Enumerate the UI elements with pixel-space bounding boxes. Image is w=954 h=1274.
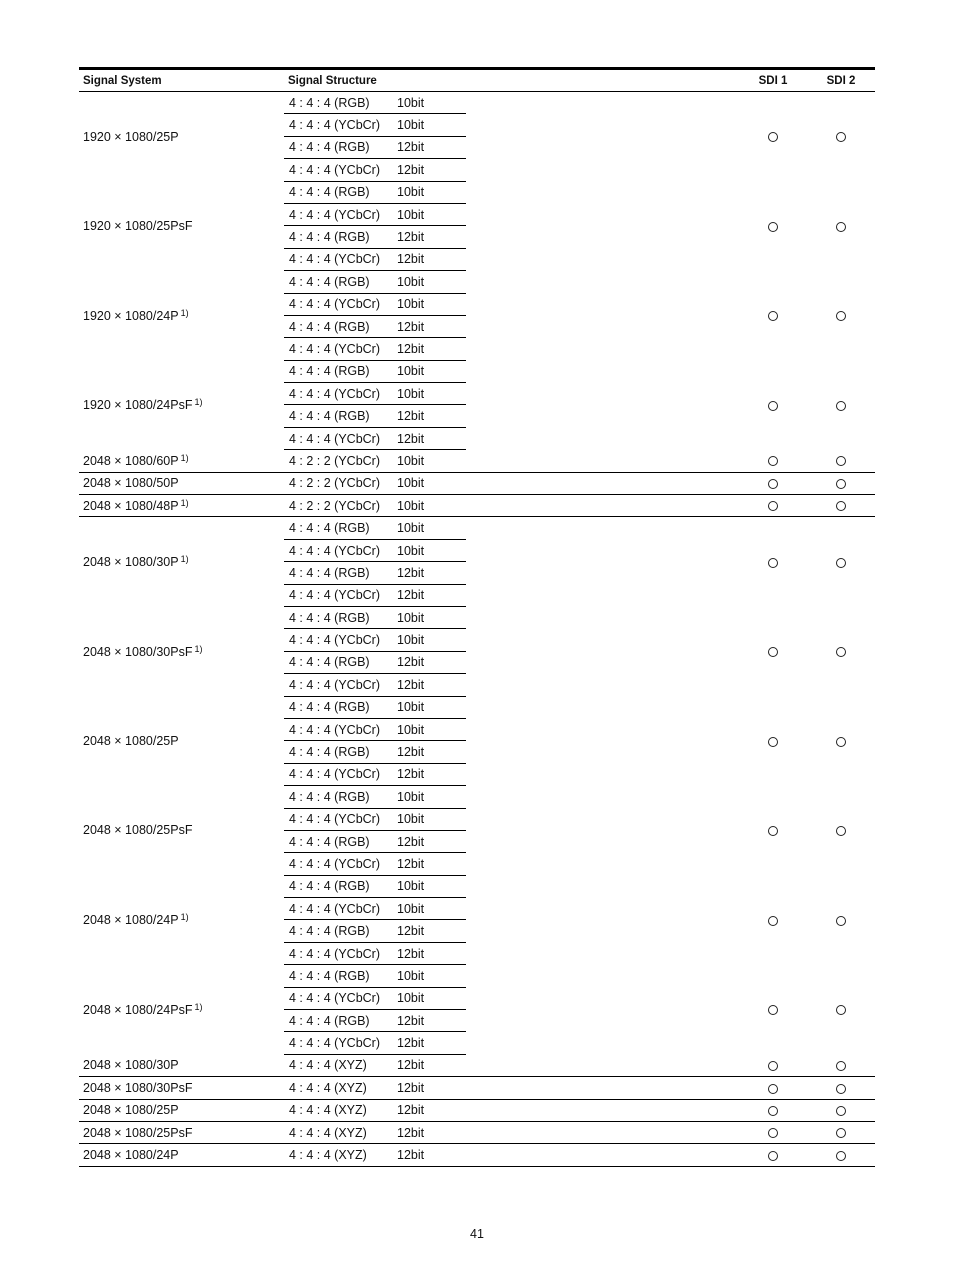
header-sdi1: SDI 1 bbox=[739, 69, 807, 92]
sampling-structure: 4 : 4 : 4 (YCbCr) bbox=[284, 942, 392, 964]
sampling-structure: 4 : 4 : 4 (YCbCr) bbox=[284, 763, 392, 785]
bit-depth: 10bit bbox=[392, 495, 466, 517]
sampling-structure: 4 : 4 : 4 (RGB) bbox=[284, 741, 392, 763]
sampling-structure: 4 : 4 : 4 (YCbCr) bbox=[284, 674, 392, 696]
signal-system-cell bbox=[79, 965, 284, 1055]
sdi2-support-cell bbox=[807, 450, 875, 472]
bit-depth: 10bit bbox=[392, 181, 466, 203]
spacer-cell bbox=[466, 875, 739, 965]
signal-system-label: 2048 × 1080/24P bbox=[83, 913, 179, 928]
signal-system-label: 2048 × 1080/25PsF bbox=[83, 823, 193, 838]
bit-depth: 10bit bbox=[392, 606, 466, 628]
table-row bbox=[79, 450, 875, 472]
spacer-cell bbox=[466, 1054, 739, 1076]
sdi1-support-cell bbox=[739, 606, 807, 696]
signal-system-label: 2048 × 1080/30P bbox=[83, 1058, 179, 1073]
circle-icon bbox=[836, 132, 846, 142]
table-row bbox=[79, 965, 875, 987]
sampling-structure: 4 : 4 : 4 (RGB) bbox=[284, 786, 392, 808]
spacer-cell bbox=[466, 271, 739, 361]
sampling-structure: 4 : 4 : 4 (RGB) bbox=[284, 562, 392, 584]
bit-depth: 12bit bbox=[392, 942, 466, 964]
bit-depth: 10bit bbox=[392, 114, 466, 136]
sampling-structure: 4 : 4 : 4 (XYZ) bbox=[284, 1099, 392, 1121]
circle-icon bbox=[768, 1151, 778, 1161]
signal-system-label: 1920 × 1080/24PsF bbox=[83, 398, 193, 413]
bit-depth: 12bit bbox=[392, 674, 466, 696]
signal-system-label: 2048 × 1080/24P bbox=[83, 1148, 179, 1163]
bit-depth: 10bit bbox=[392, 987, 466, 1009]
footnote-ref: 1) bbox=[194, 1002, 203, 1013]
signal-system-label: 1920 × 1080/25P bbox=[83, 129, 179, 144]
sdi1-support-cell bbox=[739, 965, 807, 1055]
sdi2-support-cell bbox=[807, 1054, 875, 1076]
circle-icon bbox=[836, 826, 846, 836]
sampling-structure: 4 : 4 : 4 (YCbCr) bbox=[284, 293, 392, 315]
sampling-structure: 4 : 4 : 4 (RGB) bbox=[284, 136, 392, 158]
bit-depth: 12bit bbox=[392, 920, 466, 942]
bit-depth: 10bit bbox=[392, 875, 466, 897]
signal-system-cell bbox=[79, 875, 284, 965]
circle-icon bbox=[836, 737, 846, 747]
sampling-structure: 4 : 4 : 4 (XYZ) bbox=[284, 1054, 392, 1076]
circle-icon bbox=[768, 479, 778, 489]
sdi2-support-cell bbox=[807, 360, 875, 450]
sampling-structure: 4 : 4 : 4 (RGB) bbox=[284, 226, 392, 248]
sampling-structure: 4 : 4 : 4 (RGB) bbox=[284, 181, 392, 203]
circle-icon bbox=[836, 479, 846, 489]
sdi2-support-cell bbox=[807, 472, 875, 494]
sdi2-support-cell bbox=[807, 606, 875, 696]
signal-system-cell bbox=[79, 450, 284, 472]
signal-system-cell bbox=[79, 472, 284, 494]
sdi2-support-cell bbox=[807, 271, 875, 361]
signal-system-cell bbox=[79, 360, 284, 450]
sdi1-support-cell bbox=[739, 1099, 807, 1121]
circle-icon bbox=[836, 456, 846, 466]
header-signal-system: Signal System bbox=[79, 69, 284, 92]
bit-depth: 12bit bbox=[392, 427, 466, 449]
sdi1-support-cell bbox=[739, 517, 807, 607]
sdi1-support-cell bbox=[739, 495, 807, 517]
table-row bbox=[79, 1077, 875, 1099]
signal-system-label: 1920 × 1080/24P bbox=[83, 308, 179, 323]
circle-icon bbox=[768, 456, 778, 466]
circle-icon bbox=[768, 558, 778, 568]
circle-icon bbox=[836, 1128, 846, 1138]
circle-icon bbox=[768, 737, 778, 747]
sdi1-support-cell bbox=[739, 472, 807, 494]
sdi2-support-cell bbox=[807, 875, 875, 965]
signal-system-label: 2048 × 1080/25P bbox=[83, 733, 179, 748]
spacer-cell bbox=[466, 1144, 739, 1166]
table-row bbox=[79, 1121, 875, 1143]
bit-depth: 12bit bbox=[392, 853, 466, 875]
table-row bbox=[79, 696, 875, 718]
bit-depth: 12bit bbox=[392, 226, 466, 248]
bit-depth: 12bit bbox=[392, 1121, 466, 1143]
circle-icon bbox=[768, 647, 778, 657]
bit-depth: 12bit bbox=[392, 741, 466, 763]
bit-depth: 12bit bbox=[392, 338, 466, 360]
sdi1-support-cell bbox=[739, 1054, 807, 1076]
header-row bbox=[79, 69, 875, 92]
bit-depth: 10bit bbox=[392, 203, 466, 225]
signal-format-table bbox=[79, 67, 875, 1167]
sampling-structure: 4 : 4 : 4 (RGB) bbox=[284, 920, 392, 942]
sampling-structure: 4 : 2 : 2 (YCbCr) bbox=[284, 495, 392, 517]
sdi1-support-cell bbox=[739, 1121, 807, 1143]
sampling-structure: 4 : 4 : 4 (YCbCr) bbox=[284, 427, 392, 449]
circle-icon bbox=[836, 501, 846, 511]
bit-depth: 10bit bbox=[392, 898, 466, 920]
signal-system-cell bbox=[79, 517, 284, 607]
sampling-structure: 4 : 4 : 4 (YCbCr) bbox=[284, 808, 392, 830]
bit-depth: 12bit bbox=[392, 651, 466, 673]
circle-icon bbox=[768, 401, 778, 411]
bit-depth: 10bit bbox=[392, 360, 466, 382]
bit-depth: 12bit bbox=[392, 830, 466, 852]
sampling-structure: 4 : 4 : 4 (YCbCr) bbox=[284, 584, 392, 606]
circle-icon bbox=[836, 916, 846, 926]
bit-depth: 10bit bbox=[392, 629, 466, 651]
bit-depth: 12bit bbox=[392, 562, 466, 584]
signal-system-label: 2048 × 1080/25P bbox=[83, 1103, 179, 1118]
signal-system-cell bbox=[79, 786, 284, 876]
table-row bbox=[79, 495, 875, 517]
sampling-structure: 4 : 4 : 4 (YCbCr) bbox=[284, 718, 392, 740]
sampling-structure: 4 : 4 : 4 (RGB) bbox=[284, 360, 392, 382]
circle-icon bbox=[836, 647, 846, 657]
sampling-structure: 4 : 4 : 4 (YCbCr) bbox=[284, 383, 392, 405]
spacer-cell bbox=[466, 696, 739, 786]
sampling-structure: 4 : 4 : 4 (YCbCr) bbox=[284, 159, 392, 181]
sdi1-support-cell bbox=[739, 271, 807, 361]
table-row bbox=[79, 360, 875, 382]
table-row bbox=[79, 1099, 875, 1121]
spacer-cell bbox=[466, 1077, 739, 1099]
sampling-structure: 4 : 4 : 4 (YCbCr) bbox=[284, 338, 392, 360]
sdi2-support-cell bbox=[807, 517, 875, 607]
table-row bbox=[79, 1054, 875, 1076]
bit-depth: 10bit bbox=[392, 718, 466, 740]
sdi1-support-cell bbox=[739, 1144, 807, 1166]
sampling-structure: 4 : 4 : 4 (RGB) bbox=[284, 315, 392, 337]
signal-system-label: 2048 × 1080/60P bbox=[83, 454, 179, 469]
footnote-ref: 1) bbox=[180, 307, 189, 318]
circle-icon bbox=[768, 501, 778, 511]
signal-system-cell bbox=[79, 1144, 284, 1166]
sampling-structure: 4 : 4 : 4 (YCbCr) bbox=[284, 203, 392, 225]
circle-icon bbox=[836, 1106, 846, 1116]
bit-depth: 10bit bbox=[392, 383, 466, 405]
bit-depth: 12bit bbox=[392, 315, 466, 337]
table-header bbox=[79, 69, 875, 92]
circle-icon bbox=[768, 916, 778, 926]
signal-system-cell bbox=[79, 495, 284, 517]
circle-icon bbox=[768, 222, 778, 232]
circle-icon bbox=[836, 1151, 846, 1161]
bit-depth: 10bit bbox=[392, 293, 466, 315]
sdi1-support-cell bbox=[739, 696, 807, 786]
bit-depth: 12bit bbox=[392, 136, 466, 158]
bit-depth: 10bit bbox=[392, 965, 466, 987]
signal-system-label: 2048 × 1080/30P bbox=[83, 555, 179, 570]
spacer-cell bbox=[466, 495, 739, 517]
spacer-cell bbox=[466, 92, 739, 182]
circle-icon bbox=[768, 826, 778, 836]
sampling-structure: 4 : 4 : 4 (RGB) bbox=[284, 517, 392, 539]
circle-icon bbox=[768, 1106, 778, 1116]
sdi2-support-cell bbox=[807, 696, 875, 786]
bit-depth: 12bit bbox=[392, 1010, 466, 1032]
circle-icon bbox=[768, 132, 778, 142]
sampling-structure: 4 : 4 : 4 (YCbCr) bbox=[284, 539, 392, 561]
signal-system-cell bbox=[79, 1077, 284, 1099]
spacer-cell bbox=[466, 786, 739, 876]
footnote-ref: 1) bbox=[180, 453, 189, 464]
sampling-structure: 4 : 4 : 4 (RGB) bbox=[284, 696, 392, 718]
spacer-cell bbox=[466, 965, 739, 1055]
footnote-ref: 1) bbox=[180, 498, 189, 509]
circle-icon bbox=[836, 222, 846, 232]
signal-system-label: 2048 × 1080/30PsF bbox=[83, 644, 193, 659]
spacer-cell bbox=[466, 472, 739, 494]
sampling-structure: 4 : 4 : 4 (XYZ) bbox=[284, 1077, 392, 1099]
sampling-structure: 4 : 4 : 4 (RGB) bbox=[284, 830, 392, 852]
signal-system-label: 2048 × 1080/30PsF bbox=[83, 1080, 193, 1095]
sdi1-support-cell bbox=[739, 1077, 807, 1099]
bit-depth: 12bit bbox=[392, 1054, 466, 1076]
sampling-structure: 4 : 4 : 4 (YCbCr) bbox=[284, 987, 392, 1009]
sampling-structure: 4 : 4 : 4 (YCbCr) bbox=[284, 853, 392, 875]
sampling-structure: 4 : 4 : 4 (YCbCr) bbox=[284, 898, 392, 920]
sdi2-support-cell bbox=[807, 965, 875, 1055]
circle-icon bbox=[836, 1005, 846, 1015]
bit-depth: 12bit bbox=[392, 405, 466, 427]
bit-depth: 10bit bbox=[392, 696, 466, 718]
bit-depth: 12bit bbox=[392, 159, 466, 181]
sdi2-support-cell bbox=[807, 1121, 875, 1143]
table-row bbox=[79, 875, 875, 897]
sampling-structure: 4 : 4 : 4 (XYZ) bbox=[284, 1121, 392, 1143]
footnote-ref: 1) bbox=[180, 912, 189, 923]
signal-system-cell bbox=[79, 271, 284, 361]
bit-depth: 12bit bbox=[392, 1144, 466, 1166]
bit-depth: 12bit bbox=[392, 1032, 466, 1054]
bit-depth: 10bit bbox=[392, 808, 466, 830]
circle-icon bbox=[836, 401, 846, 411]
table-row bbox=[79, 517, 875, 539]
sdi1-support-cell bbox=[739, 92, 807, 182]
table-row bbox=[79, 606, 875, 628]
table-row bbox=[79, 181, 875, 203]
signal-system-cell bbox=[79, 92, 284, 182]
bit-depth: 12bit bbox=[392, 763, 466, 785]
sampling-structure: 4 : 2 : 2 (YCbCr) bbox=[284, 450, 392, 472]
bit-depth: 10bit bbox=[392, 92, 466, 114]
sdi1-support-cell bbox=[739, 360, 807, 450]
signal-system-cell bbox=[79, 606, 284, 696]
signal-system-cell bbox=[79, 181, 284, 271]
signal-system-label: 2048 × 1080/50P bbox=[83, 476, 179, 491]
bit-depth: 12bit bbox=[392, 248, 466, 270]
spacer-cell bbox=[466, 360, 739, 450]
sdi2-support-cell bbox=[807, 92, 875, 182]
signal-system-label: 2048 × 1080/24PsF bbox=[83, 1003, 193, 1018]
table-row bbox=[79, 472, 875, 494]
sdi1-support-cell bbox=[739, 786, 807, 876]
bit-depth: 10bit bbox=[392, 786, 466, 808]
signal-system-cell bbox=[79, 696, 284, 786]
bit-depth: 10bit bbox=[392, 517, 466, 539]
sampling-structure: 4 : 4 : 4 (YCbCr) bbox=[284, 1032, 392, 1054]
table-body bbox=[79, 92, 875, 1167]
circle-icon bbox=[836, 558, 846, 568]
page-number: 41 bbox=[470, 1227, 484, 1241]
signal-system-cell bbox=[79, 1099, 284, 1121]
bit-depth: 10bit bbox=[392, 472, 466, 494]
sampling-structure: 4 : 4 : 4 (RGB) bbox=[284, 651, 392, 673]
bit-depth: 10bit bbox=[392, 539, 466, 561]
sampling-structure: 4 : 4 : 4 (RGB) bbox=[284, 1010, 392, 1032]
sdi2-support-cell bbox=[807, 1099, 875, 1121]
spacer-cell bbox=[466, 181, 739, 271]
circle-icon bbox=[768, 1005, 778, 1015]
spacer-cell bbox=[466, 606, 739, 696]
bit-depth: 12bit bbox=[392, 1077, 466, 1099]
sdi2-support-cell bbox=[807, 181, 875, 271]
header-sdi2: SDI 2 bbox=[807, 69, 875, 92]
header-signal-structure: Signal Structure bbox=[284, 69, 739, 92]
signal-system-cell bbox=[79, 1121, 284, 1143]
footnote-ref: 1) bbox=[194, 643, 203, 654]
circle-icon bbox=[836, 1061, 846, 1071]
signal-system-label: 2048 × 1080/48P bbox=[83, 499, 179, 514]
sampling-structure: 4 : 2 : 2 (YCbCr) bbox=[284, 472, 392, 494]
sdi1-support-cell bbox=[739, 450, 807, 472]
spacer-cell bbox=[466, 1099, 739, 1121]
bit-depth: 10bit bbox=[392, 450, 466, 472]
sampling-structure: 4 : 4 : 4 (XYZ) bbox=[284, 1144, 392, 1166]
table-row bbox=[79, 271, 875, 293]
sdi2-support-cell bbox=[807, 786, 875, 876]
sdi2-support-cell bbox=[807, 1077, 875, 1099]
table-row bbox=[79, 92, 875, 114]
signal-system-label: 2048 × 1080/25PsF bbox=[83, 1125, 193, 1140]
bit-depth: 12bit bbox=[392, 1099, 466, 1121]
sampling-structure: 4 : 4 : 4 (RGB) bbox=[284, 875, 392, 897]
footnote-ref: 1) bbox=[180, 554, 189, 565]
spacer-cell bbox=[466, 450, 739, 472]
spacer-cell bbox=[466, 1121, 739, 1143]
circle-icon bbox=[768, 1084, 778, 1094]
circle-icon bbox=[768, 1128, 778, 1138]
signal-system-cell bbox=[79, 1054, 284, 1076]
sampling-structure: 4 : 4 : 4 (RGB) bbox=[284, 405, 392, 427]
sampling-structure: 4 : 4 : 4 (RGB) bbox=[284, 965, 392, 987]
sampling-structure: 4 : 4 : 4 (YCbCr) bbox=[284, 114, 392, 136]
sdi1-support-cell bbox=[739, 875, 807, 965]
sampling-structure: 4 : 4 : 4 (RGB) bbox=[284, 271, 392, 293]
sampling-structure: 4 : 4 : 4 (RGB) bbox=[284, 92, 392, 114]
table-row bbox=[79, 1144, 875, 1166]
bit-depth: 12bit bbox=[392, 584, 466, 606]
sampling-structure: 4 : 4 : 4 (YCbCr) bbox=[284, 248, 392, 270]
footnote-ref: 1) bbox=[194, 397, 203, 408]
circle-icon bbox=[768, 311, 778, 321]
spacer-cell bbox=[466, 517, 739, 607]
bit-depth: 10bit bbox=[392, 271, 466, 293]
sampling-structure: 4 : 4 : 4 (RGB) bbox=[284, 606, 392, 628]
circle-icon bbox=[836, 1084, 846, 1094]
circle-icon bbox=[836, 311, 846, 321]
signal-system-label: 1920 × 1080/25PsF bbox=[83, 218, 193, 233]
circle-icon bbox=[768, 1061, 778, 1071]
sdi2-support-cell bbox=[807, 1144, 875, 1166]
sdi1-support-cell bbox=[739, 181, 807, 271]
sampling-structure: 4 : 4 : 4 (YCbCr) bbox=[284, 629, 392, 651]
table-row bbox=[79, 786, 875, 808]
sdi2-support-cell bbox=[807, 495, 875, 517]
